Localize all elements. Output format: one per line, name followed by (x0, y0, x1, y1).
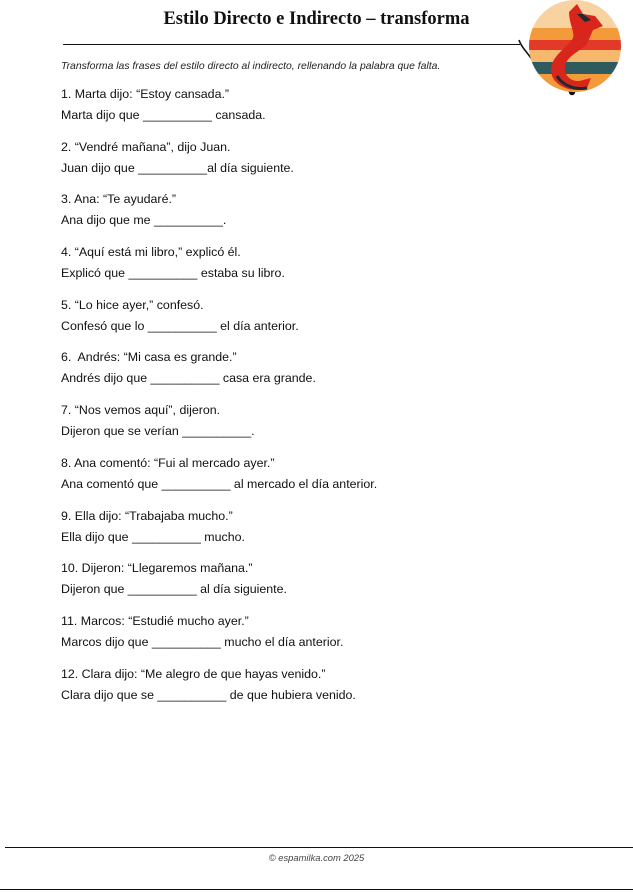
exercise-item (61, 400, 521, 453)
page-title: Estilo Directo e Indirecto – transforma (163, 9, 470, 29)
exercise-item (61, 453, 521, 506)
indirect-sentence: Juan dijo que __________al día siguiente. (61, 160, 294, 175)
exercise-item (61, 137, 521, 190)
fox-logo-icon (517, 0, 633, 100)
footer-divider (5, 847, 633, 848)
footer-copyright: © espamilka.com 2025 (268, 852, 365, 863)
indirect-sentence: Marta dijo que __________ cansada. (61, 108, 266, 122)
indirect-sentence: Explicó que __________ estaba su libro. (61, 266, 285, 281)
instructions: Transforma las frases del estilo directo al indirecto, rellenando la palabra que falta. (61, 61, 441, 72)
direct-sentence: 4. “Aquí está mi libro,” explicó él. (61, 245, 241, 260)
exercise-item (61, 664, 521, 717)
page-bottom-divider (0, 889, 633, 890)
direct-sentence: 2. “Vendré mañana”, dijo Juan. (61, 139, 231, 154)
exercise-item (61, 506, 521, 559)
indirect-sentence: Dijeron que __________ al día siguiente. (61, 582, 287, 597)
exercise-list (61, 84, 521, 716)
indirect-sentence: Dijeron que se verían __________. (61, 424, 255, 439)
indirect-sentence: Marcos dijo que __________ mucho el día anterior. (61, 634, 344, 649)
direct-sentence: 1. Marta dijo: “Estoy cansada.” (61, 87, 230, 101)
exercise-item (61, 347, 521, 400)
direct-sentence: 5. “Lo hice ayer,” confesó. (61, 297, 204, 312)
exercise-item (61, 558, 521, 611)
indirect-sentence: Ella dijo que __________ mucho. (61, 529, 245, 544)
direct-sentence: 12. Clara dijo: “Me alegro de que hayas venido.” (61, 666, 326, 681)
exercise-item (61, 611, 521, 664)
direct-sentence: 9. Ella dijo: “Trabajaba mucho.” (61, 508, 233, 523)
direct-sentence: 7. “Nos vemos aquí”, dijeron. (61, 403, 221, 418)
direct-sentence: 6. Andrés: “Mi casa es grande.” (61, 350, 237, 365)
indirect-sentence: Ana comentó que __________ al mercado el día anterior. (61, 476, 378, 491)
direct-sentence: 8. Ana comentó: “Fui al mercado ayer.” (61, 455, 275, 470)
indirect-sentence: Ana dijo que me __________. (61, 213, 227, 228)
direct-sentence: 3. Ana: “Te ayudaré.” (61, 192, 177, 207)
indirect-sentence: Confesó que lo __________ el día anterior. (61, 318, 299, 333)
title-divider (63, 44, 520, 45)
exercise-item (61, 84, 521, 137)
indirect-sentence: Andrés dijo que __________ casa era grande. (61, 371, 316, 386)
exercise-item (61, 242, 521, 295)
direct-sentence: 11. Marcos: “Estudié mucho ayer.” (61, 613, 249, 628)
exercise-item (61, 295, 521, 348)
direct-sentence: 10. Dijeron: “Llegaremos mañana.” (61, 561, 253, 576)
exercise-item (61, 189, 521, 242)
indirect-sentence: Clara dijo que se __________ de que hubiera venido. (61, 687, 356, 702)
